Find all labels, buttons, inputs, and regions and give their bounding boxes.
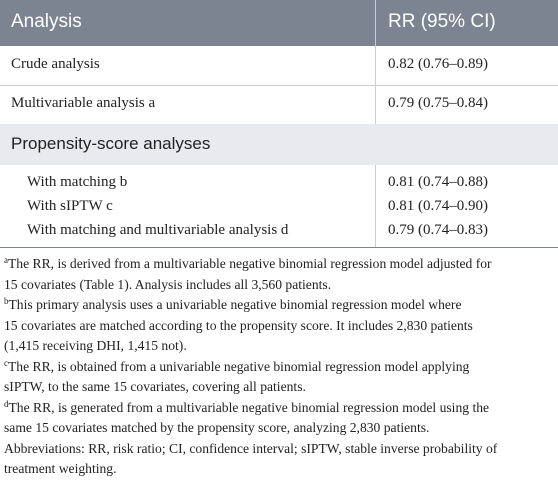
table-row <box>0 46 558 85</box>
row-value: 0.79 (0.74–0.83) <box>388 222 488 238</box>
column-divider <box>375 165 376 247</box>
footnote-text: The RR, is obtained from a univariable negative binomial regression model applying <box>8 358 470 374</box>
footnote-text: The RR, is derived from a multivariable negative binomial regression model adjusted for <box>8 256 492 271</box>
header-divider <box>375 0 376 46</box>
abbreviations-text: treatment weighting. <box>4 461 117 476</box>
table-row <box>0 171 558 195</box>
row-value: 0.81 (0.74–0.88) <box>388 174 488 190</box>
row-label: With sIPTW c <box>27 198 113 214</box>
footnote-a <box>4 254 552 295</box>
footnote-d <box>4 398 552 439</box>
table-row <box>0 195 558 219</box>
table-row <box>0 86 558 124</box>
row-value: 0.79 (0.75–0.84) <box>388 95 488 111</box>
abbreviations <box>4 439 552 480</box>
footnote-mark: c <box>4 357 8 368</box>
footnotes <box>4 254 552 480</box>
footnote-text: sIPTW, to the same 15 covariates, covering all patients. <box>4 379 306 394</box>
table-header <box>0 0 558 46</box>
table-bottom-rule <box>0 247 558 248</box>
section-header <box>0 124 558 165</box>
row-label: Multivariable analysis a <box>11 95 156 111</box>
footnote-mark: b <box>4 296 9 306</box>
footnote-mark: d <box>4 398 9 409</box>
footnote-text: This primary analysis uses a univariable negative binomial regression model where <box>8 297 462 312</box>
header-analysis: Analysis <box>11 11 82 32</box>
footnote-text: 15 covariates are matched according to the propensity score. It includes 2,830 patients <box>4 317 473 333</box>
footnote-text: 15 covariates (Table 1). Analysis includes all 3,560 patients. <box>4 276 332 292</box>
abbreviations-text: Abbreviations: RR, risk ratio; CI, confidence interval; sIPTW, stable inverse probability of <box>4 440 498 456</box>
row-value: 0.82 (0.76–0.89) <box>388 56 488 72</box>
footnote-text: same 15 covariates matched by the propensity score, analyzing 2,830 patients. <box>4 420 430 435</box>
footnote-text: (1,415 receiving DHI, 1,415 not). <box>4 338 187 353</box>
header-rr: RR (95% CI) <box>388 11 496 32</box>
footnote-text: The RR, is generated from a multivariable negative binomial regression model using the <box>8 399 490 415</box>
row-value: 0.81 (0.74–0.90) <box>388 198 488 214</box>
section-title: Propensity-score analyses <box>11 134 211 153</box>
footnote-b <box>4 295 552 357</box>
row-label: With matching and multivariable analysis d <box>27 222 289 238</box>
row-label: Crude analysis <box>11 56 100 72</box>
table-row <box>0 219 558 245</box>
footnote-mark: a <box>4 255 8 265</box>
row-label: With matching b <box>27 174 128 190</box>
footnote-c <box>4 357 552 398</box>
